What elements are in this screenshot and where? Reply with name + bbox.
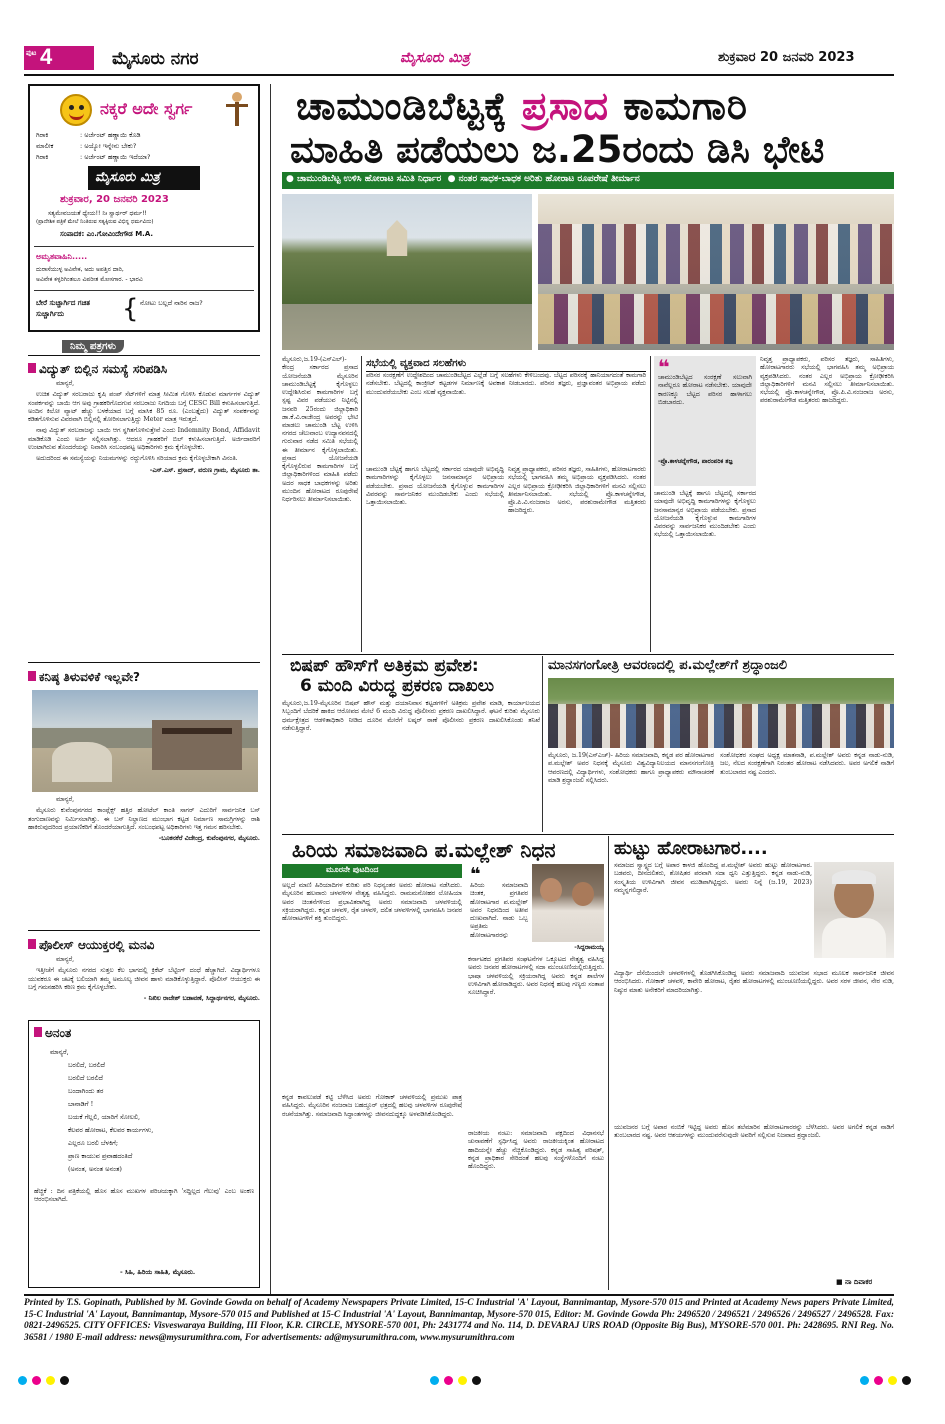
editorial-body-2: ವಿದ್ಯಾರ್ಥಿ ದೆಸೆಯಿಂದಲೇ ಚಳವಳಿಗಳಲ್ಲಿ ತೊಡಗಿಸಿಕೊಂಡಿದ್ದ ಅವರು ಸಮಾಜವಾದಿ ಯುವಜನ ಸಭಾದ ಮೂಲಕ ಸಾರ್ವಜನಿಕ ಜೀವನ ಆರಂಭಿಸಿದರು. ಗೋಕಾಕ್ ಚಳವಳಿ, ಕಾವೇರಿ ಹೋರಾಟ, ರೈತರ ಹೋರಾಟಗಳಲ್ಲಿ ಮುಂಚೂಣಿಯಲ್ಲಿದ್ದರು. ಅವರ ಸರಳ ಜೀವನ, ನೇರ ನುಡಿ, ನಿಷ್ಠುರ ಮಾತು ಅನೇಕರಿಗೆ ಮಾದರಿಯಾಗಿತ್ತು. (614, 970, 894, 994)
poem-note: ಹೆಚ್ಚಿಕೆ : ದಿನ ಪತ್ರಿಕೆಯಲ್ಲಿ ಹೊಸ ಹೊಸ ಮುಖಗಳ ಪರಿಚಯಕ್ಕಾಗಿ 'ಸದ್ದಿಲ್ಲದ ಗೆಲುವು' ಎಂಬ ಅಂಕಣ ಆರಂಭಿಸಲಾಗಿದೆ. (34, 1188, 254, 1204)
obit-body: ಅಲ್ಲದೆ ಮಾಣಿ ಹಿರಿಯಾದಿಗಳ ಕುರಿತು ಪರಿ ನಿಧನ್ಯಂತರ ಅವರು ಹೋರಾಟ ನಡೆಸಿದರು. ಮೈಸೂರಿನ ಹಲವಾರು ಚಳವಳಿಗಳ ನೇತೃತ್ವ ವಹಿಸಿದ್ದರು. ರಾಮಮನೋಹರ ಲೋಹಿಯಾ ಅವರ ಚಿಂತನೆಗಳಿಂದ ಪ್ರಭಾವಿತರಾಗಿದ್ದ ಅವರು ಸಮಾಜವಾದಿ ಚಳವಳಿಯಲ್ಲಿ ಸಕ್ರಿಯರಾಗಿದ್ದರು. ಕನ್ನಡ ಚಳವಳಿ, ರೈತ ಚಳವಳಿ, ದಲಿತ ಚಳವಳಿಗಳಲ್ಲಿ ಭಾಗವಹಿಸಿ ಜನಪರ ಹೋರಾಟಗಳಿಗೆ ಶಕ್ತಿ ತುಂಬಿದ್ದರು. (282, 882, 462, 923)
tribute-body: ಮೈಸೂರು, ಜ.19(ಎಸ್‌ಎಚ್)- ಹಿರಿಯ ಸಮಾಜವಾದಿ, ಕನ್ನಡ ಪರ ಹೋರಾಟಗಾರ ಪ.ಮಲ್ಲೇಶ್ ಅವರ ನಿಧನಕ್ಕೆ ಮೈಸೂರು ವಿಶ್ವವಿದ್ಯಾನಿಲಯದ ಮಾನಸಗಂಗೋತ್ರಿ ಆವರಣದಲ್ಲಿ ವಿದ್ಯಾರ್ಥಿಗಳು, ಸಂಶೋಧಕರು ಹಾಗೂ ಪ್ರಾಧ್ಯಾಪಕರು ಮೌನಾಚರಣೆ ಮಾಡಿ ಶ್ರದ್ಧಾಂಜಲಿ ಸಲ್ಲಿಸಿದರು. (548, 752, 714, 784)
humor-date: ಶುಕ್ರವಾರ, 20 ಜನವರಿ 2023 (60, 194, 169, 205)
mallesh-portrait (814, 862, 894, 958)
letter-1-body: ಮಾನ್ಯರೆ, ಉಚಿತ ವಿದ್ಯುತ್ ಸರಬರಾಜು ಕೃಷಿ ಪಂಪ್ ಸೆಟ್‌ಗಳಿಗೆ ಮಾತ್ರ ಸೀಮಿತ ಗೊಳಿಸಿ ಕೊಡುವ ಮಾರ್ಗಗಳ ವಿದ್ಯುತ್ ಸಂಪರ್ಕವನ್ನು ಬಾಯಿ ಆಗ ಅವು ಗ್ರಾಹಕರಿಗೊದಗುವ ಸರಬರಾಜು ನಿಗದಿಯ ಬಗ್ಗೆ CESC Bill ಕಳುಹಿಸಲಾಗುತ್ತಿದೆ. ಅಂದಿನ ಕಿಲೋ ವ್ಯಾಟ್ ಹೆಚ್ಚು ಬಳಕೆಯಾದ ಬಗ್ಗೆ ಮಾಸಿಕ 85 ರೂ. (ಎಂಬತ್ತೈದು) ವಿದ್ಯುತ್ ಸಂಪರ್ಕವನ್ನು ಕಡಿತಗೊಳಿಸುವ ವಿವರವಾಗಿ ಬಿಲ್ಲಿನಲ್ಲಿ ತೋರಿಸಲಾಗುತ್ತಿದ್ದು Meter ಮಾತ್ರ ಇರುತ್ತದೆ. ನಾವು ವಿದ್ಯುತ್ ಸರಬರಾಜನ್ನು ಬಾಯಿ ಆಗ ಸ್ಥಗಿತಗೊಳಿಸುತ್ತೇವೆ ಎಂದು Indemnity Bond, Affidavit ಮಾಡಿಕೊಡಿ ಎಂದು ಅರ್ಜಿ ಸಲ್ಲಿಸಲಾಗಿತ್ತು. ಆದರೂ ಗ್ರಾಹಕರಿಗೆ ಬಿಲ್ ಕಳುಹಿಸಲಾಗುತ್ತಿದೆ. ಅರ್ಜಿದಾರರಿಗೆ ಉಂಟಾಗಿರುವ ತೊಂದರೆಯನ್ನು ನಿವಾರಿಸಿ ಸಂಬಂಧಪಟ್ಟ ಅಧಿಕಾರಿಗಳು ಕ್ರಮ ಕೈಗೊಳ್ಳಬೇಕು. ಅದುದರಿಂದ ಈ ಸಮಸ್ಯೆಯನ್ನು ನಿಯಮಗಳನ್ನು ರದ್ದುಗೊಳಿಸಿ ಸರಿಯಾದ ಕ್ರಮ ಕೈಗೊಳ್ಳಬೇಕಾಗಿ ವಿನಂತಿ. -ಎಸ್.ಎಸ್. ಪ್ರಸಾದ್, ವರುಣ ಗ್ರಾಮ, ಮೈಸೂರು ತಾ. (28, 380, 260, 474)
registration-marks-left (18, 1376, 288, 1386)
editor-line: ಸಂಪಾದಕ: ಎಂ.ಗೋವಿಂದೇಗೌಡ M.A. (60, 230, 154, 238)
lead-subhead: ಸಭೆಯಲ್ಲಿ ವ್ಯಕ್ತವಾದ ಸಲಹೆಗಳು (366, 356, 646, 372)
lead-col3c: ನಿವೃತ್ತ ಪ್ರಾಧ್ಯಾಪಕರು, ಪರಿಸರ ತಜ್ಞರು, ಸಾಹಿತಿಗಳು, ಹೋರಾಟಗಾರರು ಸಭೆಯಲ್ಲಿ ಭಾಗವಹಿಸಿ ತಮ್ಮ ಅಭಿಪ್ರಾಯ ವ್ಯಕ್ತಪಡಿಸಿದರು. ನಂತರ ಎಲ್ಲರ ಅಭಿಪ್ರಾಯ ಕ್ರೋಢೀಕರಿಸಿ ಜಿಲ್ಲಾಧಿಕಾರಿಗಳಿಗೆ ಮನವಿ ಸಲ್ಲಿಸಲು ತೀರ್ಮಾನಿಸಲಾಯಿತು. ಸಭೆಯಲ್ಲಿ ಪ್ರೊ.ಕಾಳಚನ್ನೇಗೌಡ, ಪ್ರೊ.ಪಿ.ವಿ.ನಂಜರಾಜ ಅರಸು, ಪರಶುರಾಮೇಗೌಡ ಮತ್ತಿತರರು ಹಾಜರಿದ್ದರು. (508, 466, 646, 515)
lead-col4: ಚಾಮುಂಡಿ ಬೆಟ್ಟಕ್ಕೆ ಹಾಗೂ ಬೆಟ್ಟದಲ್ಲಿ ಸರ್ಕಾರದ ಯಾವುದೇ ಅಭಿವೃದ್ಧಿ ಕಾಮಗಾರಿಗಳನ್ನು ಕೈಗೊಳ್ಳಲು ಜನಸಾಮಾನ್ಯರ ಅಭಿಪ್ರಾಯ ಪಡೆಯಬೇಕು. ಪ್ರಸಾದ ಯೋಜನೆಯಡಿ ಕೈಗೊಳ್ಳುವ ಕಾಮಗಾರಿಗಳ ವಿವರವನ್ನು ಸಾರ್ವಜನಿಕರ ಮುಂದಿಡಬೇಕು ಎಂದು ಸಭೆಯಲ್ಲಿ ಒತ್ತಾಯಿಸಲಾಯಿತು. (654, 490, 756, 539)
committee-group-photo (538, 194, 894, 350)
chamundi-hill-photo (282, 194, 532, 350)
letter-2-title: ಕನಿಷ್ಠ ತಿಳುವಳಿಕೆ ಇಲ್ಲವೇ? (28, 670, 260, 685)
lead-subbar: ● ಚಾಮುಂಡಿಬೆಟ್ಟ ಉಳಿಸಿ ಹೋರಾಟ ಸಮಿತಿ ನಿರ್ಧಾರ ● ನಂತರ ಸಾಧಕ-ಬಾಧಕ ಅರಿತು ಹೋರಾಟ ರೂಪರೇಷೆ ತೀರ್ಮಾನ (282, 172, 894, 189)
bus-stop-photo (32, 690, 258, 792)
riddle-left: ಬೇರೆ ಸುಚ್ಚಾರ್ಗಿದ ಗಚಿತ ಸುಚ್ಚಾರ್ಗಿದು (36, 299, 90, 318)
humor-dialogue (36, 130, 254, 163)
smiley-icon (60, 94, 92, 126)
obit-quote-by: -ಸಿದ್ದರಾಮಯ್ಯ (574, 944, 604, 951)
obit-col-right: ಕರ್ನಾಟಕದ ಪ್ರಗತಿಪರ ಸಂಘಟನೆಗಳ ಒಕ್ಕೂಟದ ನೇತೃತ್ವ ವಹಿಸಿದ್ದ ಅವರು ಜನಪರ ಹೋರಾಟಗಳಲ್ಲಿ ಸದಾ ಮುಂಚೂಣಿಯಲ್ಲಿರುತ್ತಿದ್ದರು. ಭಾಷಾ ಚಳವಳಿಯಲ್ಲಿ ಸಕ್ರಿಯರಾಗಿದ್ದ ಅವರು ಕನ್ನಡ ಶಾಲೆಗಳ ಉಳಿವಿಗಾಗಿ ಹೋರಾಡಿದ್ದರು. ಅವರ ನಿಧನಕ್ಕೆ ಹಲವು ಗಣ್ಯರು ಸಂತಾಪ ಸೂಚಿಸಿದ್ದಾರೆ. (468, 956, 604, 997)
obit-sub: ಮೂರನೇ ಪುಟದಿಂದ (326, 865, 379, 874)
lead-headline-1: ಚಾಮುಂಡಿಬೆಟ್ಟಕ್ಕೆ ಪ್ರಸಾದ ಕಾಮಗಾರಿ (296, 84, 748, 128)
masthead-date: ಶುಕ್ರವಾರ 20 ಜನವರಿ 2023 (718, 50, 855, 65)
lead-col3: ಪರಿಸರ ಸಂರಕ್ಷಣೆಗೆ ಉದ್ದೇಶದಿಂದ ಚಾಮುಂಡಿಬೆಟ್ಟದ ಎಲ್ಲೆಡೆ ಬಗ್ಗೆ ಸಲಹೆಗಳು ಕೇಳಿಬಂದವು. ಬೆಟ್ಟದ ಪರಿಸರಕ್ಕೆ ಹಾನಿಯಾಗದಂತೆ ಕಾಮಗಾರಿ ನಡೆಸಬೇಕು. ಬೆಟ್ಟದಲ್ಲಿ ಕಾಂಕ್ರೀಟ್ ಕಟ್ಟಡಗಳ ನಿರ್ಮಾಣಕ್ಕೆ ಅವಕಾಶ ನೀಡಬಾರದು. ಪರಿಸರ ತಜ್ಞರು, ಪ್ರಜ್ಞಾವಂತರ ಅಭಿಪ್ರಾಯ ಪಡೆದು ಮುಂದುವರೆಯಬೇಕು ಎಂಬ ಸಲಹೆ ವ್ಯಕ್ತವಾಯಿತು. (366, 372, 646, 396)
lead-quote-box: ❝ ಚಾಮುಂಡಿಬೆಟ್ಟದ ಸಂರಕ್ಷಣೆ ಸಲುವಾಗಿ ನಾವೆಲ್ಲರೂ ಹೋರಾಟ ನಡೆಸಬೇಕು. ಯಾವುದೇ ಕಾರಣಕ್ಕೂ ಬೆಟ್ಟದ ಪರಿಸರ ಹಾಳಾಗಲು ಬಿಡಬಾರದು. -ಪ್ರೊ.ಕಾಳಚನ್ನೇಗೌಡ, ಪಾರಂಪರಿಕ ತಜ್ಞ (654, 356, 756, 486)
bishop-title-2: 6 ಮಂದಿ ವಿರುದ್ಧ ಪ್ರಕರಣ ದಾಖಲು (300, 676, 495, 696)
brace-icon: { (122, 294, 139, 324)
amrutha-line: ಅವಿವೇಕ ಕಳ್ಳರಿಗಿಂತಲೂ ವಿಪರೀತ ಮೋಸಗಾರ. - ಭಾರವಿ (36, 276, 143, 283)
letter-1-title: ವಿದ್ಯುತ್ ಬಿಲ್ಲಿನ ಸಮಸ್ಯೆ ಸರಿಪಡಿಸಿ (28, 362, 260, 377)
registration-marks-right (860, 1376, 920, 1386)
riddle-right: ನೋಟು ಬಲ್ಲದೆ ನಾರಿನ ರಾಜ? (140, 299, 203, 307)
obit-col-right-2: ರಾಜಕೀಯ ನಂಟು: ಸಮಾಜವಾದಿ ಪಕ್ಷದಿಂದ ವಿಧಾನಸಭೆ ಚುನಾವಣೆಗೆ ಸ್ಪರ್ಧಿಸಿದ್ದ ಅವರು ರಾಜಕೀಯಕ್ಕಿಂತ ಹೋರಾಟದ ಹಾದಿಯನ್ನೇ ಹೆಚ್ಚು ನೆಚ್ಚಿಕೊಂಡಿದ್ದರು. ಕನ್ನಡ ಸಾಹಿತ್ಯ ಪರಿಷತ್, ಕನ್ನಡ ಪ್ರಾಧಿಕಾರ ಸೇರಿದಂತೆ ಹಲವು ಸಂಸ್ಥೆಗಳೊಂದಿಗೆ ನಂಟು ಹೊಂದಿದ್ದರು. (468, 1130, 604, 1171)
humor-title: ನಕ್ಕರೆ ಅದೇ ಸ್ವರ್ಗ (100, 99, 193, 118)
dialogue-row: ಗಿರಾಕಿ : ಅರ್ಜೆಂಟ್ ಹಣ್ಣಾಯಿ ಇದೆಯಾ? (36, 153, 151, 161)
tribute-photo (548, 678, 894, 748)
tagline-1: ಸತ್ಯಮೇವಜಯತೆ ಧ್ಯೇಯ!! ನಿಃ ಸ್ವಾರ್ಥರ್ ಧರ್ಮ!! (48, 210, 147, 217)
editorial-byline: ■ ನಾ ದಿವಾಕರ (836, 1278, 873, 1286)
letters-header: ನಿಮ್ಮ ಪತ್ರಗಳು (62, 340, 124, 353)
paper-logo-top: ಮೈಸೂರು ಮಿತ್ರ (400, 50, 470, 66)
lead-dateline: ಮೈಸೂರು,ಜ.19-(ಎಸ್‌ಎಲ್)- ಕೇಂದ್ರ ಸರ್ಕಾರದ ಪ್ರಸಾದ ಯೋಜನೆಯಡಿ ಮೈಸೂರಿನ ಚಾಮುಂಡಿಬೆಟ್ಟಕ್ಕೆ ಕೈಗೊಳ್ಳಲು ಉದ್ದೇಶಿಸಿರುವ ಕಾಮಗಾರಿಗಳ ಬಗ್ಗೆ ಸ್ಪಷ್ಟ ವಿವರ ಪಡೆಯುವ ನಿಟ್ಟಿನಲ್ಲಿ ಜನವರಿ 25ರಂದು ಜಿಲ್ಲಾಧಿಕಾರಿ ಡಾ.ಕೆ.ವಿ.ರಾಜೇಂದ್ರ ಅವರನ್ನು ಭೇಟಿ ಮಾಡಲು ಚಾಮುಂಡಿ ಬೆಟ್ಟ ಉಳಿಸಿ (282, 356, 358, 430)
tribute-body-2: ಸಂಶೋಧಕರ ಸಂಘದ ಅಧ್ಯಕ್ಷ ಮಾತನಾಡಿ, ಪ.ಮಲ್ಲೇಶ್ ಅವರು ಕನ್ನಡ ನಾಡು-ನುಡಿ, ಜಲ, ನೆಲದ ಸಂರಕ್ಷಣೆಗಾಗಿ ನಿರಂತರ ಹೋರಾಟ ನಡೆಸಿದವರು. ಅವರ ಅಗಲಿಕೆ ನಾಡಿಗೆ ತುಂಬಲಾರದ ನಷ್ಟ ಎಂದರು. (720, 752, 894, 776)
lead-headline-2: ಮಾಹಿತಿ ಪಡೆಯಲು ಜ.25ರಂದು ಡಿಸಿ ಭೇಟಿ (290, 128, 825, 171)
poem-title: ಅನಂತ (34, 1026, 71, 1041)
lead-col5: ನಿವೃತ್ತ ಪ್ರಾಧ್ಯಾಪಕರು, ಪರಿಸರ ತಜ್ಞರು, ಸಾಹಿತಿಗಳು, ಹೋರಾಟಗಾರರು ಸಭೆಯಲ್ಲಿ ಭಾಗವಹಿಸಿ ತಮ್ಮ ಅಭಿಪ್ರಾಯ ವ್ಯಕ್ತಪಡಿಸಿದರು. ನಂತರ ಎಲ್ಲರ ಅಭಿಪ್ರಾಯ ಕ್ರೋಢೀಕರಿಸಿ ಜಿಲ್ಲಾಧಿಕಾರಿಗಳಿಗೆ ಮನವಿ ಸಲ್ಲಿಸಲು ತೀರ್ಮಾನಿಸಲಾಯಿತು. ಸಭೆಯಲ್ಲಿ ಪ್ರೊ.ಕಾಳಚನ್ನೇಗೌಡ, ಪ್ರೊ.ಪಿ.ವಿ.ನಂಜರಾಜ ಅರಸು, ಪರಶುರಾಮೇಗೌಡ ಮತ್ತಿತರರು ಹಾಜರಿದ್ದರು. (760, 356, 894, 405)
amrutha-title: ಅಮೃತವಾಹಿನಿ..... (36, 252, 88, 261)
scarecrow-icon (226, 92, 248, 126)
page-number: 4 (40, 44, 53, 69)
bishop-body: ಮೈಸೂರು,ಜ.19-ಮೈಸೂರಿನ ಬಿಷಪ್ ಹೌಸ್ ಮತ್ತು ದಯಾನಿವಾಸ ಕಟ್ಟಡಗಳಿಗೆ ಅತಿಕ್ರಮ ಪ್ರವೇಶ ಮಾಡಿ, ಕಾರ್ಯಾಲಯದ ಸಿಬ್ಬಂದಿಗೆ ಬೆದರಿಕೆ ಹಾಕಿದ ಆರೋಪದ ಮೇಲೆ 6 ಮಂದಿ ವಿರುದ್ಧ ಪೊಲೀಸರು ಪ್ರಕರಣ ದಾಖಲಿಸಿದ್ದಾರೆ. ಘಟನೆ ಕುರಿತು ಮೈಸೂರು ಧರ್ಮಕ್ಷೇತ್ರದ ಆಡಳಿತಾಧಿಕಾರಿ ನೀಡಿದ ದೂರಿನ ಮೇರೆಗೆ ಲಷ್ಕರ್ ಠಾಣೆ ಪೊಲೀಸರು ಪ್ರಕರಣ ದಾಖಲಿಸಿಕೊಂಡು ತನಿಖೆ ನಡೆಸುತ್ತಿದ್ದಾರೆ. (282, 700, 540, 732)
letter-3-body: ಮಾನ್ಯರೆ, ಇತ್ತೀಚೆಗೆ ಮೈಸೂರು ನಗರದ ಸುತ್ತಲ ಕೆಲ ಭಾಗದಲ್ಲಿ ಕ್ರಿಕೆಟ್ ಬೆಟ್ಟಿಂಗ್ ದಂಧೆ ಹೆಚ್ಚಾಗಿದೆ. ವಿದ್ಯಾರ್ಥಿಗಳೂ ಯುವಕರೂ ಈ ಚಟಕ್ಕೆ ಬಲಿಯಾಗಿ ತಮ್ಮ ಅಮೂಲ್ಯ ಜೀವನ ಹಾಳು ಮಾಡಿಕೊಳ್ಳುತ್ತಿದ್ದಾರೆ. ಪೊಲೀಸ್ ಆಯುಕ್ತರು ಈ ಬಗ್ಗೆ ಗಮನಹರಿಸಿ ಕಠಿಣ ಕ್ರಮ ಕೈಗೊಳ್ಳಬೇಕು. - ನಿಖಿಲ ರಾಜೇಶ್ ಬಡಾವಣೆ, ಸಿದ್ದಾರ್ಥನಗರ, ಮೈಸೂರು. (28, 956, 260, 1003)
dialogue-row: ಮಾಲೀಕ : ಅಯ್ಯೋ ಇನ್ನೇನು ಬೇಕು? (36, 142, 137, 150)
page-label: ಪುಟ (26, 49, 37, 57)
registration-marks-center (430, 1376, 490, 1386)
tribute-title: ಮಾನಸಗಂಗೋತ್ರಿ ಆವರಣದಲ್ಲಿ ಪ.ಮಲ್ಲೇಶ್‌ಗೆ ಶ್ರದ್ಧಾಂಜಲಿ (548, 658, 787, 673)
dialogue-row: ಗಿರಾಕಿ : ಅರ್ಜೆಂಟ್ ಹಣ್ಣಾಯಿ ಕೊಡಿ (36, 131, 141, 139)
humor-box (28, 84, 260, 332)
letters-header-bar (28, 340, 260, 356)
editorial-body-3: ಯುವಜನರ ಬಗ್ಗೆ ಅಪಾರ ನಂಬಿಕೆ ಇಟ್ಟಿದ್ದ ಅವರು ಹೊಸ ತಲೆಮಾರಿನ ಹೋರಾಟಗಾರರನ್ನು ಬೆಳೆಸಿದರು. ಅವರ ಅಗಲಿಕೆ ಕನ್ನಡ ನಾಡಿಗೆ ತುಂಬಲಾರದ ನಷ್ಟ. ಅವರ ಆಶಯಗಳನ್ನು ಮುಂದುವರೆಸುವುದೇ ಅವರಿಗೆ ಸಲ್ಲಿಸುವ ನಿಜವಾದ ಶ್ರದ್ಧಾಂಜಲಿ. (614, 1124, 894, 1140)
poem-lines: ಮಾನ್ಯರೆ, ಬರಲಿದೆ, ಬರಲಿದೆ ಬರಲಿದೆ ಬರಲಿದೆ ಬಂದಾಗಿಂದು ತರ ಬಾನಾಡಿಗೆ ! ಬಯಕೆ ಗೆಲ್ಲಲಿ, ಯಾರಿಗೆ ಸೋಲಲಿ, ಕೆಲವರ ಹೋರಾಟ, ಕೆಲವರ ಕಾರ್ಯಗಳು, ಎಲ್ಲರೂ ಬರಲಿ ಬೆಳಕಿಗೆ; ಪ್ರಾಣ ಕಾಯುವ ಪ್ರವಾಹದಂತಿದೆ (ಅನಂತ, ಅನಂತ ಅನಂತ) (50, 1048, 154, 1173)
obit-title: ಹಿರಿಯ ಸಮಾಜವಾದಿ ಪ.ಮಲ್ಲೇಶ್ ನಿಧನ (292, 838, 556, 862)
bishop-title-1: ಬಿಷಪ್ ಹೌಸ್‌ಗೆ ಅತಿಕ್ರಮ ಪ್ರವೇಶ: (290, 656, 479, 676)
lead-col2: ನಗರದ ಚೆಲುವಾಂಬ ಉದ್ಯಾನವನದಲ್ಲಿ ಗುರುವಾರ ನಡೆದ ಸಮಿತಿ ಸಭೆಯಲ್ಲಿ ಈ ತೀರ್ಮಾನ ಕೈಗೊಳ್ಳಲಾಯಿತು. ಪ್ರಸಾದ ಯೋಜನೆಯಡಿ ಕೈಗೊಳ್ಳಲಿರುವ ಕಾಮಗಾರಿಗಳ ಬಗ್ಗೆ ಜಿಲ್ಲಾಧಿಕಾರಿಗಳಿಂದ ಮಾಹಿತಿ ಪಡೆದು ಅದರ ಸಾಧಕ ಬಾಧಕಗಳನ್ನು ಅರಿತು ಮುಂದಿನ ಹೋರಾಟದ ರೂಪುರೇಷೆ ನಿರ್ಧರಿಸಲು ತೀರ್ಮಾನಿಸಲಾಯಿತು. (282, 430, 358, 504)
letter-3-title: ಪೊಲೀಸ್ ಆಯುಕ್ತರಲ್ಲಿ ಮನವಿ (28, 938, 260, 953)
quote-mark-icon: ❝ (470, 864, 481, 885)
amrutha-line: ದುರಾಸೆಯುಳ್ಳ ಅವಿವೇಕ, ಅದು ಅಪತ್ತಿನ ದಾರಿ, (36, 266, 124, 273)
quote-mark-icon: ❝ (658, 355, 670, 379)
mallesh-siddaramaiah-photo (532, 864, 604, 942)
section-title: ಮೈಸೂರು ನಗರ (112, 49, 199, 69)
editorial-body: ಸಮಾಜದ ಸ್ವಾಸ್ಥ್ಯದ ಬಗ್ಗೆ ಅಪಾರ ಕಾಳಜಿ ಹೊಂದಿದ್ದ ಪ.ಮಲ್ಲೇಶ್ ಅವರು ಹುಟ್ಟು ಹೋರಾಟಗಾರ. ಬಡವರು, ದೀನದಲಿತರು, ಶೋಷಿತರ ಪರವಾಗಿ ಸದಾ ಧ್ವನಿ ಎತ್ತುತ್ತಿದ್ದರು. ಕನ್ನಡ ನಾಡು-ನುಡಿ, ಸಂಸ್ಕೃತಿಯ ಉಳಿವಿಗಾಗಿ ಜೀವನ ಮುಡಿಪಾಗಿಟ್ಟಿದ್ದರು. ಅವರು ನಿನ್ನೆ (ಜ.19, 2023) ನಮ್ಮನ್ನಗಲಿದ್ದಾರೆ. (614, 862, 812, 894)
obit-quote-box: ❝ ಹಿರಿಯ ಸಮಾಜವಾದಿ ಚಿಂತಕ, ಪ್ರಗತಿಪರ ಹೋರಾಟಗಾರ ಪ.ಮಲ್ಲೇಶ್ ಅವರ ನಿಧನದಿಂದ ಅತೀವ ದುಃಖವಾಗಿದೆ. ನಾಡು ಒಬ್ಬ ಅಪ್ರತಿಮ ಹೋರಾಟಗಾರರನ್ನು (470, 864, 528, 938)
editorial-title: ಹುಟ್ಟು ಹೋರಾಟಗಾರ.... (614, 838, 768, 859)
poem-signature: - ಸಿಹಿ, ಹಿರಿಯ ಸಾಹಿತಿ, ಮೈಸೂರು. (120, 1268, 196, 1276)
footer-imprint: Printed by T.S. Gopinath, Published by M. Govinde Gowda on behalf of Academy Newspapers Private Limited, 15-C Industrial 'A' Layout, Bannimantap, Mysore-570 015 and Printed at Academy News papers Private Limited, 15-C Industrial 'A' Layout, Bannimantap, Mysore-570 015 and Published at 15-C Industrial 'A' Layout, Bannimantap, Mysore-570 015, Editor: M. Govinde Gowda Ph: 2496520 / 2496521 / 2496526 / 2496527 / 2496528. Fax: 0821-2496525. CITY OFFICES: Visveswaraya Building, III Floor, K.R. CIRCLE, MYSORE-570 001, Ph: 2431774 and No. 114, D. DEVARAJ URS ROAD (Opposite Big Bus), MYSORE-570 001. Ph: 2428695. RNI Reg. No. 36581 / 1980 E-mail address: news@mysurumithra.com, For advertisements: ad@mysurumithra.com, www.mysurumithra.com (24, 1298, 894, 1343)
masthead-rule (24, 74, 894, 76)
tagline-2: (ಪ್ರಾದೇಶಿಕ ಪತ್ರಿಕೆ ಮೇಲೆ ನಿಂತಿರುವ ಸತ್ಯಕ್ಕಿರುವ ವಿಭಿನ್ನ ಧರ್ಮವಿದು) (36, 219, 154, 225)
obit-body-b: ಕನ್ನಡ ಕಾವಲುಪಡೆ ಕಟ್ಟಿ ಬೆಳೆಸಿದ ಅವರು ಗೋಕಾಕ್ ಚಳವಳಿಯಲ್ಲಿ ಪ್ರಮುಖ ಪಾತ್ರ ವಹಿಸಿದ್ದರು. ಮೈಸೂರಿನ ನಂಜರಾಜ ಬಹದ್ದೂರ್ ಛತ್ರದಲ್ಲಿ ಹಲವು ಚಳವಳಿಗಳ ರೂಪುರೇಷೆ ರಚನೆಯಾಗಿತ್ತು. ಸಮಾಜವಾದಿ ಸಿದ್ಧಾಂತಗಳನ್ನು ಜೀವನದುದ್ದಕ್ಕೂ ಅಳವಡಿಸಿಕೊಂಡಿದ್ದರು. (282, 1094, 462, 1118)
letter-2-body: ಮಾನ್ಯರೆ, ಮೈಸೂರು ಕುವೆಂಪುನಗರದ ಕಾಂಪ್ಲೆಕ್ಸ್ ಹತ್ತಿರ ಹೋಟೆಲ್ ಕಾಂತಿ ಸಾಗರ್ ಎದುರಿಗೆ ಸಾರ್ವಜನಿಕ ಬಸ್ ತಂಗುದಾಣವನ್ನು ನಿರ್ಮಿಸಲಾಗಿತ್ತು. ಈ ಬಸ್ ನಿಲ್ದಾಣದ ಮುಂಭಾಗ ಕಟ್ಟಡ ನಿರ್ಮಾಣ ಸಾಮಗ್ರಿಗಳನ್ನು ರಾಶಿ ಹಾಕಿರುವುದರಿಂದ ಪ್ರಯಾಣಿಕರಿಗೆ ತೊಂದರೆಯಾಗುತ್ತಿದೆ. ಸಂಬಂಧಪಟ್ಟ ಅಧಿಕಾರಿಗಳು ಇತ್ತ ಗಮನ ಹರಿಸಬೇಕು. -ಬೂಕನಕೆರೆ ವಿಜೇಂದ್ರ, ಕುವೆಂಪುನಗರ, ಮೈಸೂರು. (28, 796, 260, 843)
lead-col3b: ಚಾಮುಂಡಿ ಬೆಟ್ಟಕ್ಕೆ ಹಾಗೂ ಬೆಟ್ಟದಲ್ಲಿ ಸರ್ಕಾರದ ಯಾವುದೇ ಅಭಿವೃದ್ಧಿ ಕಾಮಗಾರಿಗಳನ್ನು ಕೈಗೊಳ್ಳಲು ಜನಸಾಮಾನ್ಯರ ಅಭಿಪ್ರಾಯ ಪಡೆಯಬೇಕು. ಪ್ರಸಾದ ಯೋಜನೆಯಡಿ ಕೈಗೊಳ್ಳುವ ಕಾಮಗಾರಿಗಳ ವಿವರವನ್ನು ಸಾರ್ವಜನಿಕರ ಮುಂದಿಡಬೇಕು ಎಂದು ಸಭೆಯಲ್ಲಿ ಒತ್ತಾಯಿಸಲಾಯಿತು. (366, 466, 504, 507)
paper-logo: ಮೈಸೂರು ಮಿತ್ರ (95, 170, 160, 185)
